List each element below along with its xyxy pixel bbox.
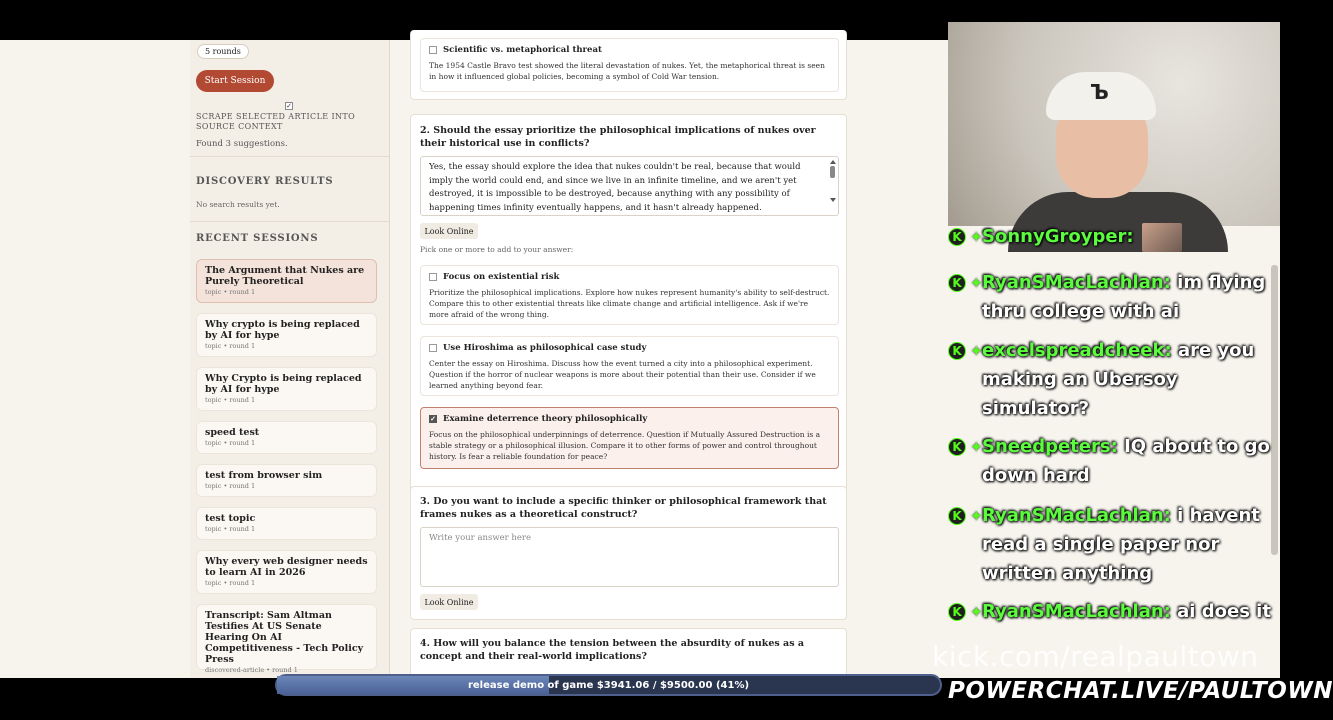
question-title: 3. Do you want to include a specific thinker or philosophical framework that frames nukes as a theoretical construct? — [420, 496, 827, 520]
scrape-checkbox[interactable]: ✓ — [286, 102, 292, 110]
option-card[interactable] — [420, 336, 839, 396]
kick-badge-icon: K — [948, 603, 966, 621]
star-icon: ✦ — [970, 274, 983, 292]
star-icon: ✦ — [970, 507, 983, 525]
emote-image — [1142, 223, 1182, 252]
session-title: test topic — [205, 513, 256, 524]
session-meta: topic • round 1 — [205, 482, 256, 490]
session-item[interactable] — [196, 604, 377, 674]
donation-goal-text: release demo of game $3941.06 / $9500.00 (41%) — [467, 679, 750, 691]
session-meta: discovered-article • round 1 — [205, 666, 298, 674]
session-item[interactable] — [196, 313, 377, 357]
powerchat-banner: POWERCHAT.LIVE/PAULTOWN — [948, 678, 1333, 704]
option-desc: The 1954 Castle Bravo test showed the literal devastation of nukes. Yet, the metaphorical threat is seen in how it influenced global policies, becoming a symbol of Cold War tension. — [429, 61, 825, 81]
session-item[interactable] — [196, 550, 377, 594]
discovery-empty: No search results yet. — [196, 200, 280, 209]
chat-username: SonnyGroyper: — [982, 226, 1134, 247]
divider — [190, 156, 389, 157]
option-card[interactable] — [420, 38, 839, 92]
pick-hint: Pick one or more to add to your answer: — [420, 245, 574, 254]
textarea-scrollbar[interactable] — [830, 160, 836, 212]
divider — [190, 221, 389, 222]
kick-badge-icon: K — [948, 274, 966, 292]
star-icon: ✦ — [970, 603, 983, 621]
option-checkbox[interactable] — [429, 46, 437, 54]
chat-message — [982, 222, 1272, 252]
answer-textarea[interactable] — [420, 527, 839, 587]
question-card — [410, 486, 847, 620]
session-item[interactable] — [196, 464, 377, 497]
chat-overlay — [948, 226, 1271, 676]
sidebar — [190, 40, 390, 678]
chat-username: RyanSMacLachlan: — [982, 601, 1171, 622]
option-title: Use Hiroshima as philosophical case study — [443, 343, 647, 353]
look-online-button[interactable]: Look Online — [420, 223, 478, 239]
look-online-button[interactable]: Look Online — [420, 594, 478, 610]
option-checkbox[interactable] — [429, 344, 437, 352]
discovery-title: DISCOVERY RESULTS — [196, 176, 334, 187]
kick-url-watermark: kick.com/realpaultown — [932, 640, 1259, 673]
question-title: 4. How will you balance the tension between the absurdity of nukes as a concept and their real-world implications? — [420, 638, 805, 662]
chat-text: i havent read a single paper nor written anything — [982, 505, 1260, 584]
kick-badge-icon: K — [948, 342, 966, 360]
option-title: Scientific vs. metaphorical threat — [443, 45, 602, 55]
session-meta: topic • round 1 — [205, 525, 256, 533]
option-checkbox-checked[interactable]: ✓ — [430, 414, 436, 423]
question-title: 2. Should the essay prioritize the philosophical implications of nukes over their historical use in conflicts? — [420, 125, 816, 149]
kick-badge-icon: K — [948, 228, 966, 246]
chat-username: RyanSMacLachlan: — [982, 272, 1171, 293]
start-session-button[interactable]: Start Session — [196, 70, 274, 92]
option-card-selected[interactable] — [420, 407, 839, 469]
rounds-select[interactable]: 5 rounds — [197, 44, 249, 59]
recent-sessions-title: RECENT SESSIONS — [196, 233, 319, 244]
chat-message — [982, 432, 1272, 490]
session-title: test from browser sim — [205, 470, 323, 481]
session-title: Why every web designer needs to learn AI in 2026 — [205, 556, 368, 578]
session-meta: topic • round 1 — [205, 396, 256, 404]
option-desc: Prioritize the philosophical implications. Explore how nukes represent humanity's ability to self-destruct. Compare this to other existential threats like climate change and artificial intelligence. Ask if we're more afraid of the wrong thing. — [429, 288, 830, 319]
cap-logo: Ъ — [1090, 80, 1109, 104]
option-card[interactable] — [420, 265, 839, 325]
session-title: Why Crypto is being replaced by AI for hype — [205, 373, 362, 395]
session-item[interactable] — [196, 367, 377, 411]
answer-text: Yes, the essay should explore the idea that nukes couldn't be real, because that would imply the world could end, and since we live in an infinite timeline, and we aren't yet destroyed, it is impossible to be destroyed, because anything with any possibility of happening times infinity eventually happens, and it hasn't already happened. — [429, 162, 801, 213]
star-icon: ✦ — [970, 438, 983, 456]
session-meta: topic • round 1 — [205, 342, 256, 350]
session-meta: topic • round 1 — [205, 439, 256, 447]
chat-username: excelspreadcheek: — [982, 340, 1172, 361]
page-scrollbar[interactable] — [1271, 265, 1278, 555]
option-desc: Focus on the philosophical underpinnings of deterrence. Question if Mutually Assured Destruction is a stable strategy or a philosophical illusion. Compare it to other forms of power and control throughout history. Is fear a reliable foundation for peace? — [429, 430, 821, 461]
answer-textarea[interactable] — [420, 156, 839, 216]
session-title: Transcript: Sam Altman Testifies At US Senate Hearing On AI Competitiveness - Tech Policy Press — [205, 610, 364, 665]
chat-username: RyanSMacLachlan: — [982, 505, 1171, 526]
session-item[interactable] — [196, 421, 377, 454]
donation-goal-bar — [275, 674, 942, 696]
chat-message — [982, 336, 1272, 423]
answer-placeholder: Write your answer here — [429, 533, 532, 543]
kick-badge-icon: K — [948, 507, 966, 525]
chat-message — [982, 268, 1272, 326]
kick-badge-icon: K — [948, 438, 966, 456]
star-icon: ✦ — [970, 342, 983, 360]
scrape-label: SCRAPE SELECTED ARTICLE INTO SOURCE CONTEXT — [196, 112, 356, 131]
chat-username: Sneedpeters: — [982, 436, 1118, 457]
chat-text: im flying thru college with ai — [982, 272, 1266, 322]
question-card — [410, 114, 847, 516]
chat-message — [982, 597, 1272, 626]
option-checkbox[interactable] — [429, 273, 437, 281]
session-item[interactable] — [196, 259, 377, 303]
chat-text: are you making an Ubersoy simulator? — [982, 340, 1255, 419]
chat-message — [982, 501, 1272, 588]
session-title: speed test — [205, 427, 260, 438]
session-meta: topic • round 1 — [205, 288, 256, 296]
option-desc: Center the essay on Hiroshima. Discuss how the event turned a city into a philosophical experiment. Question if the horror of nuclear weapons is more about their potential than their use. Consider if we learned anything beyond fear. — [429, 359, 816, 390]
suggestions-count: Found 3 suggestions. — [196, 139, 288, 149]
session-meta: topic • round 1 — [205, 579, 256, 587]
session-title: Why crypto is being replaced by AI for hype — [205, 319, 360, 341]
chat-text: IQ about to go down hard — [982, 436, 1270, 486]
option-title: Examine deterrence theory philosophically — [443, 414, 648, 424]
question-card — [410, 30, 847, 100]
chat-text: ai does it — [1177, 601, 1271, 622]
session-item[interactable] — [196, 507, 377, 540]
star-icon: ✦ — [970, 228, 983, 246]
webcam-overlay — [948, 22, 1280, 226]
option-title: Focus on existential risk — [443, 272, 560, 282]
session-title: The Argument that Nukes are Purely Theoretical — [205, 265, 365, 287]
